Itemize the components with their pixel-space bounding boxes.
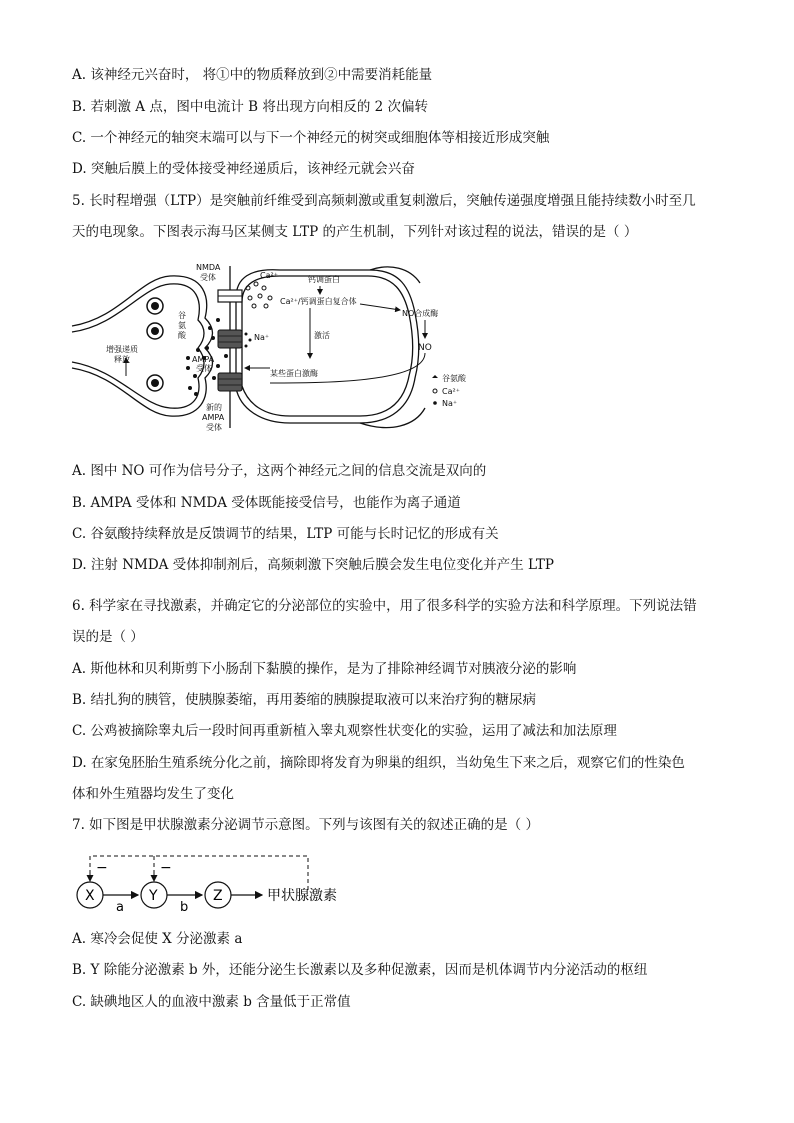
node-z-label: Z — [213, 888, 223, 904]
ampa-label-2: 受体 — [196, 364, 212, 373]
calcium-ions — [246, 282, 272, 308]
node-x-label: X — [85, 888, 95, 904]
enhance-release-label-1: 增强递质 — [106, 345, 138, 354]
presynaptic-terminal — [72, 276, 213, 416]
q7-stem: 7. 如下图是甲状腺激素分泌调节示意图。下列与该图有关的叙述正确的是（ ） — [72, 817, 539, 833]
no-synthase-label: NO合成酶 — [402, 309, 439, 318]
q5-option-c: C. 谷氨酸持续释放是反馈调节的结果，LTP 可能与长时记忆的形成有关 — [72, 526, 499, 542]
node-x — [77, 882, 103, 908]
q5-option-b: B. AMPA 受体和 NMDA 受体既能接受信号，也能作为离子通道 — [72, 495, 461, 511]
legend-sodium: Na⁺ — [442, 399, 458, 408]
na-label: Na⁺ — [254, 333, 270, 342]
glutamate-label-2: 氨 — [178, 321, 186, 330]
q7-option-a: A. 寒冷会促使 X 分泌激素 a — [72, 931, 243, 947]
q7-option-c: C. 缺碘地区人的血液中激素 b 含量低于正常值 — [72, 994, 351, 1010]
q4-option-b: B. 若刺激 A 点，图中电流计 B 将出现方向相反的 2 次偏转 — [72, 99, 429, 115]
ca-complex-label: Ca²⁺/钙调蛋白复合体 — [280, 297, 357, 306]
new-ampa-label-2: AMPA — [202, 413, 225, 422]
nmda-label-2: 受体 — [200, 273, 216, 282]
q4-option-c: C. 一个神经元的轴突末端可以与下一个神经元的树突或细胞体等相接近形成突触 — [72, 130, 550, 146]
calmodulin-label: 钙调蛋白 — [308, 275, 340, 284]
legend-glutamate: 谷氨酸 — [442, 374, 466, 383]
q6-stem-line2: 误的是（ ） — [72, 629, 144, 645]
node-y-label: Y — [149, 888, 158, 904]
glutamate-label-1: 谷 — [178, 311, 186, 320]
q5-stem-line2: 天的电现象。下图表示海马区某侧支 LTP 的产生机制，下列针对该过程的说法，错误的是（ ） — [72, 224, 638, 240]
thyroid-hormone-label: 甲状腺激素 — [267, 888, 337, 904]
ampa-receptor — [218, 330, 242, 348]
q6-option-d-line1: D. 在家兔胚胎生殖系统分化之前，摘除即将发育为卵巢的组织，当幼兔生下来之后，观察它们的性染色 — [72, 755, 685, 771]
negative-feedback-lines — [90, 856, 308, 890]
legend-calcium: Ca²⁺ — [442, 387, 460, 396]
minus-sign-1: − — [96, 860, 108, 876]
enhance-release-label-2: 释放 — [114, 355, 130, 364]
thyroid-regulation-figure — [72, 850, 372, 918]
figure-legend — [432, 373, 467, 408]
activation-label: 激活 — [314, 331, 330, 340]
new-ampa-label-1: 新的 — [206, 403, 222, 412]
node-y — [141, 882, 167, 908]
synaptic-vesicles — [147, 298, 163, 391]
glutamate-label-3: 酸 — [178, 331, 186, 340]
node-z — [205, 882, 231, 908]
q5-option-d: D. 注射 NMDA 受体抑制剂后，高频刺激下突触后膜会发生电位变化并产生 LTP — [72, 557, 554, 573]
hormone-a-label: a — [116, 900, 124, 915]
no-label: NO — [418, 343, 432, 353]
ca-top-label: Ca²⁺ — [260, 271, 278, 280]
q6-option-c: C. 公鸡被摘除睾丸后一段时间再重新植入睾丸观察性状变化的实验，运用了减法和加法原理 — [72, 723, 617, 739]
q7-option-b: B. Y 除能分泌激素 b 外，还能分泌生长激素以及多种促激素，因而是机体调节内分泌活动的枢纽 — [72, 962, 648, 978]
q6-option-d-line2: 体和外生殖器均发生了变化 — [72, 786, 234, 802]
new-ampa-label-3: 受体 — [206, 423, 222, 432]
q6-stem-line1: 6. 科学家在寻找激素，并确定它的分泌部位的实验中，用了很多科学的实验方法和科学原理。下列说法错 — [72, 598, 697, 614]
q4-option-d: D. 突触后膜上的受体接受神经递质后，该神经元就会兴奋 — [72, 161, 415, 177]
nmda-label-1: NMDA — [196, 263, 221, 272]
q4-option-a: A. 该神经元兴奋时， 将①中的物质释放到②中需要消耗能量 — [72, 67, 433, 83]
q6-option-a: A. 斯他林和贝利斯剪下小肠刮下黏膜的操作，是为了排除神经调节对胰液分泌的影响 — [72, 661, 577, 677]
postsynaptic-membrane — [230, 266, 425, 428]
protein-kinase-label: 某些蛋白激酶 — [270, 369, 318, 378]
nmda-receptor — [218, 290, 242, 302]
hormone-b-label: b — [180, 900, 189, 915]
q5-option-a: A. 图中 NO 可作为信号分子，这两个神经元之间的信息交流是双向的 — [72, 463, 487, 479]
new-ampa-receptor — [218, 373, 242, 391]
q6-option-b: B. 结扎狗的胰管，使胰腺萎缩，再用萎缩的胰腺提取液可以来治疗狗的糖尿病 — [72, 692, 537, 708]
ampa-label-1: AMPA — [192, 355, 215, 364]
sodium-ions — [245, 333, 252, 348]
q5-stem-line1: 5. 长时程增强（LTP）是突触前纤维受到高频刺激或重复刺激后，突触传递强度增强且能持续数小时至几 — [72, 193, 696, 209]
ltp-mechanism-figure — [70, 258, 470, 438]
minus-sign-2: − — [160, 860, 172, 876]
